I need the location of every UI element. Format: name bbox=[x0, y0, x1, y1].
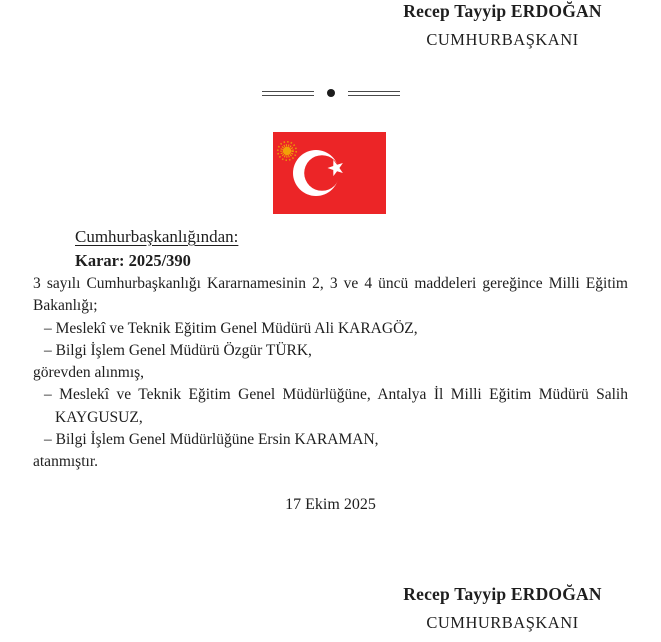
decision-number: Karar: 2025/390 bbox=[75, 251, 191, 270]
appointed-note: atanmıştır. bbox=[33, 453, 99, 471]
president-name-bottom: Recep Tayyip ERDOĞAN bbox=[403, 584, 602, 604]
dismissed-item: – Meslekî ve Teknik Eğitim Genel Müdürü Ali KARAGÖZ, bbox=[44, 319, 418, 337]
appointed-item: – Meslekî ve Teknik Eğitim Genel Müdürlüğüne, Antalya İl Milli Eğitim Müdürü Salih KAYGUSUZ, bbox=[44, 386, 628, 426]
president-title-top: CUMHURBAŞKANI bbox=[426, 30, 579, 49]
decree-body bbox=[33, 273, 628, 474]
signature-block-top bbox=[380, 1, 625, 49]
divider-rule-left bbox=[262, 91, 314, 96]
decree-date: 17 Ekim 2025 bbox=[285, 496, 376, 513]
signature-block-bottom bbox=[380, 584, 625, 632]
president-title-bottom: CUMHURBAŞKANI bbox=[426, 613, 579, 632]
appointed-item: – Bilgi İşlem Genel Müdürlüğüne Ersin KARAMAN, bbox=[44, 431, 379, 449]
decree-intro: 3 sayılı Cumhurbaşkanlığı Kararnamesinin 2, 3 ve 4 üncü maddeleri gereğince Milli Eğitim Bakanlığı; bbox=[33, 275, 628, 315]
section-divider bbox=[0, 87, 661, 99]
dismissed-note: görevden alınmış, bbox=[33, 364, 145, 382]
divider-rule-right bbox=[348, 91, 400, 96]
turkish-presidential-flag bbox=[273, 132, 386, 214]
issuer-heading: Cumhurbaşkanlığından: bbox=[75, 227, 239, 246]
dismissed-item: – Bilgi İşlem Genel Müdürü Özgür TÜRK, bbox=[44, 341, 312, 359]
divider-dot-icon bbox=[327, 89, 335, 97]
president-name-top: Recep Tayyip ERDOĞAN bbox=[403, 1, 602, 21]
